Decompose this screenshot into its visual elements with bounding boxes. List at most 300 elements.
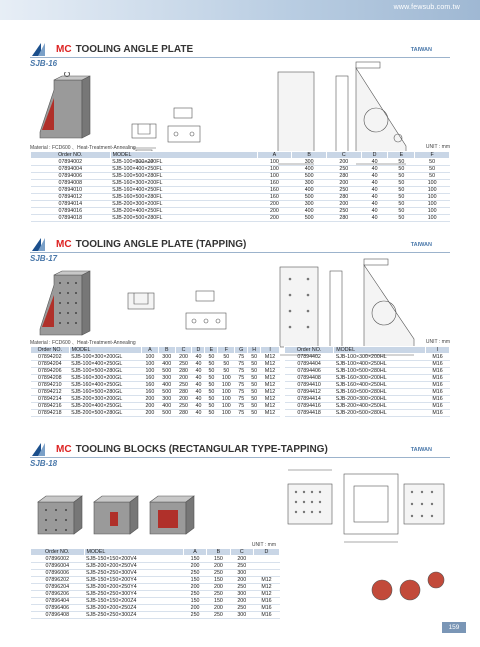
model-cell: SJB-200×500×280GL (69, 410, 141, 417)
column-header: Order NO. (285, 347, 334, 354)
order-number-cell: 07894004 (31, 166, 111, 173)
table-row (285, 354, 450, 361)
table-row (31, 368, 280, 375)
spec-cell: 100 (415, 187, 450, 194)
spec-cell: 50 (388, 201, 415, 208)
spec-table (30, 548, 280, 619)
spec-cell: 200 (207, 605, 230, 612)
spec-cell: 300 (292, 180, 327, 187)
spec-cell: M16 (426, 389, 450, 396)
spec-cell: 40 (361, 201, 388, 208)
spec-cell: 300 (230, 570, 253, 577)
spec-cell: M12 (261, 403, 280, 410)
column-header: MODEL (334, 347, 426, 354)
model-cell: SJB-150×150×200Y4 (84, 577, 183, 584)
model-cell: SJB-160×300×200FL (110, 180, 257, 187)
spec-cell: 250 (175, 361, 192, 368)
spec-cell: 50 (205, 361, 218, 368)
spec-cell: 50 (205, 410, 218, 417)
spec-cell: 500 (292, 173, 327, 180)
table-row (31, 577, 280, 584)
spec-cell: M16 (253, 598, 279, 605)
spec-table (30, 346, 280, 417)
spec-cell: 400 (158, 403, 175, 410)
spec-cell: 300 (292, 201, 327, 208)
spec-cell (253, 556, 279, 563)
table-row (31, 201, 450, 208)
spec-cell: 300 (230, 612, 253, 619)
order-number-cell: 07894008 (31, 180, 111, 187)
model-cell: SJB-100×300×200HL (334, 354, 426, 361)
model-cell: SJB-200×400×250HL (334, 403, 426, 410)
model-cell: SJB-200×500×280FL (110, 215, 257, 222)
spec-cell: 50 (248, 361, 261, 368)
material-note: Material : FCD600 、Heat-Treatment-Annealing (30, 145, 136, 151)
table-row (31, 584, 280, 591)
spec-cell: 200 (183, 563, 206, 570)
column-header: E (388, 152, 415, 159)
spec-cell: 100 (257, 166, 292, 173)
spec-cell: 200 (175, 375, 192, 382)
spec-cell: M16 (426, 361, 450, 368)
section-title: MC TOOLING ANGLE PLATE (56, 44, 194, 55)
spec-cell: 40 (192, 403, 205, 410)
model-cell: SJB-160×300×200HL (334, 375, 426, 382)
spec-cell: 100 (218, 389, 235, 396)
column-header: F (415, 152, 450, 159)
model-cell: SJB-100×300×200GL (69, 354, 141, 361)
order-number-cell: 07894210 (31, 382, 70, 389)
table-row (31, 563, 280, 570)
header-accent-icon (38, 43, 45, 56)
spec-cell: 100 (141, 361, 158, 368)
spec-cell: M12 (253, 577, 279, 584)
table-row (31, 389, 280, 396)
spec-cell: 400 (292, 187, 327, 194)
spec-cell: 100 (415, 194, 450, 201)
column-header: G (235, 347, 248, 354)
spec-cell: 50 (415, 159, 450, 166)
order-number-cell: 07894410 (285, 382, 334, 389)
spec-cell: 200 (207, 584, 230, 591)
spec-cell: 200 (257, 215, 292, 222)
spec-cell: 40 (361, 180, 388, 187)
spec-cell: 50 (205, 382, 218, 389)
column-header: MODEL (84, 549, 183, 556)
model-cell: SJB-100×400×250HL (334, 361, 426, 368)
column-header: A (183, 549, 206, 556)
table-row (285, 382, 450, 389)
order-number-cell: 07894208 (31, 375, 70, 382)
table-row (285, 375, 450, 382)
order-number-cell: 07894414 (285, 396, 334, 403)
spec-cell: 50 (415, 166, 450, 173)
spec-cell: M16 (426, 396, 450, 403)
order-number-cell: 07894402 (285, 354, 334, 361)
spec-cell: 250 (326, 166, 361, 173)
material-note: Material : FCD600 、Heat-Treatment-Annealing (30, 340, 136, 346)
model-cell: SJB-160×500×280HL (334, 389, 426, 396)
order-number-cell: 07896204 (31, 584, 85, 591)
order-number-cell: 07894404 (285, 361, 334, 368)
spec-cell: 100 (218, 375, 235, 382)
spec-cell: 250 (183, 612, 206, 619)
spec-cell: 75 (235, 382, 248, 389)
spec-cell: 280 (326, 194, 361, 201)
technical-drawing (370, 562, 450, 608)
spec-cell: M16 (426, 354, 450, 361)
spec-cell: M12 (253, 591, 279, 598)
spec-cell: 500 (158, 389, 175, 396)
spec-cell: 200 (257, 201, 292, 208)
spec-cell: M16 (253, 605, 279, 612)
order-number-cell: 07894412 (285, 389, 334, 396)
spec-cell: 100 (141, 354, 158, 361)
section-tooling-blocks (30, 442, 450, 622)
spec-cell: M16 (426, 410, 450, 417)
spec-cell: 300 (158, 375, 175, 382)
site-url[interactable]: www.fewsub.com.tw (393, 4, 460, 11)
spec-cell: 250 (183, 591, 206, 598)
spec-cell: 200 (257, 208, 292, 215)
table-header-row (285, 347, 450, 354)
column-header: H (248, 347, 261, 354)
product-photo (34, 490, 204, 538)
spec-table (30, 151, 450, 222)
table-row (285, 410, 450, 417)
spec-cell: 75 (235, 375, 248, 382)
spec-cell: 250 (175, 403, 192, 410)
spec-cell: 150 (183, 577, 206, 584)
section-header (30, 442, 450, 458)
section-title: MC TOOLING BLOCKS (RECTANGULAR TYPE-TAPPING) (56, 444, 328, 455)
spec-cell: 250 (326, 187, 361, 194)
spec-cell: M12 (261, 375, 280, 382)
spec-cell: 280 (326, 215, 361, 222)
spec-cell: 40 (192, 354, 205, 361)
spec-cell: 50 (388, 187, 415, 194)
table-row (31, 215, 450, 222)
spec-cell: 250 (230, 605, 253, 612)
country-label: TAIWAN (410, 447, 432, 453)
order-number-cell: 07894204 (31, 361, 70, 368)
order-number-cell: 07894012 (31, 194, 111, 201)
spec-cell: 500 (292, 215, 327, 222)
spec-cell: 200 (326, 201, 361, 208)
spec-cell: M12 (261, 389, 280, 396)
spec-cell: 200 (230, 598, 253, 605)
order-number-cell: 07894018 (31, 215, 111, 222)
model-cell: SJB-200×300×200GL (69, 396, 141, 403)
order-number-cell: 07894218 (31, 410, 70, 417)
product-code: SJB-17 (30, 254, 58, 263)
order-number-cell: 07896202 (31, 577, 85, 584)
model-cell: SJB-200×200×250Z4 (84, 605, 183, 612)
spec-cell: 400 (158, 361, 175, 368)
spec-cell: 50 (218, 354, 235, 361)
spec-cell: 50 (248, 396, 261, 403)
column-header: I (426, 347, 450, 354)
column-header: D (361, 152, 388, 159)
table-row (31, 556, 280, 563)
spec-cell: M12 (253, 584, 279, 591)
spec-cell: M16 (253, 612, 279, 619)
spec-cell: 200 (175, 354, 192, 361)
model-cell: SJB-200×300×200FL (110, 201, 257, 208)
table-row (285, 403, 450, 410)
spec-cell: 50 (388, 194, 415, 201)
spec-cell: 100 (257, 173, 292, 180)
model-cell: SJB-200×500×280HL (334, 410, 426, 417)
model-cell: SJB-160×500×280FL (110, 194, 257, 201)
header-accent-icon (38, 238, 45, 251)
table-row (31, 410, 280, 417)
table-row (31, 375, 280, 382)
spec-cell: 50 (218, 368, 235, 375)
model-cell: SJB-100×500×280HL (334, 368, 426, 375)
table-row (31, 598, 280, 605)
spec-cell: 400 (292, 208, 327, 215)
spec-cell: 100 (141, 368, 158, 375)
spec-cell: 500 (158, 368, 175, 375)
column-header: Order NO. (31, 549, 85, 556)
model-cell: SJB-200×400×250GL (69, 403, 141, 410)
spec-cell: 75 (235, 368, 248, 375)
spec-cell: 100 (218, 396, 235, 403)
column-header: MODEL (69, 347, 141, 354)
table-row (31, 208, 450, 215)
spec-cell: 40 (192, 389, 205, 396)
spec-cell: 40 (361, 208, 388, 215)
table-row (31, 382, 280, 389)
spec-cell: 160 (141, 382, 158, 389)
spec-cell: 40 (192, 361, 205, 368)
spec-cell: 300 (292, 159, 327, 166)
spec-cell: 200 (183, 584, 206, 591)
table-row (31, 591, 280, 598)
spec-cell: 50 (205, 368, 218, 375)
spec-cell: 50 (205, 354, 218, 361)
column-header: D (192, 347, 205, 354)
spec-cell: M16 (426, 375, 450, 382)
spec-cell: 280 (175, 368, 192, 375)
spec-cell: 100 (415, 208, 450, 215)
spec-cell: 50 (388, 215, 415, 222)
spec-cell: 50 (388, 159, 415, 166)
order-number-cell: 07896408 (31, 612, 85, 619)
spec-cell: 75 (235, 354, 248, 361)
section-angle-plate (30, 42, 450, 232)
spec-cell: M16 (426, 382, 450, 389)
spec-cell: 200 (141, 403, 158, 410)
unit-label: UNIT : mm (251, 542, 276, 548)
table-row (31, 159, 450, 166)
spec-cell: 250 (326, 208, 361, 215)
spec-cell: M16 (426, 368, 450, 375)
spec-cell: 160 (257, 194, 292, 201)
spec-cell: 250 (207, 612, 230, 619)
spec-cell: 50 (248, 368, 261, 375)
table-row (285, 389, 450, 396)
model-cell: SJB-100×300×200FL (110, 159, 257, 166)
spec-cell: 50 (248, 375, 261, 382)
spec-cell: 250 (175, 382, 192, 389)
column-header: B (207, 549, 230, 556)
model-cell: SJB-100×500×280FL (110, 173, 257, 180)
model-cell: SJB-160×300×200GL (69, 375, 141, 382)
spec-cell: 150 (207, 556, 230, 563)
spec-cell: M12 (261, 396, 280, 403)
order-number-cell: 07896406 (31, 605, 85, 612)
order-number-cell: 07894216 (31, 403, 70, 410)
model-cell: SJB-250×250×300V4 (84, 570, 183, 577)
spec-cell: 50 (388, 173, 415, 180)
order-number-cell: 07896404 (31, 598, 85, 605)
column-header: F (218, 347, 235, 354)
model-cell: SJB-150×150×200V4 (84, 556, 183, 563)
order-number-cell: 07896006 (31, 570, 85, 577)
spec-cell: 200 (230, 556, 253, 563)
spec-cell: 150 (183, 598, 206, 605)
spec-cell: 75 (235, 361, 248, 368)
top-banner (0, 0, 480, 20)
spec-cell: 160 (257, 187, 292, 194)
spec-cell: 75 (235, 389, 248, 396)
spec-cell: 40 (361, 194, 388, 201)
column-header: E (205, 347, 218, 354)
model-cell: SJB-250×250×300Y4 (84, 591, 183, 598)
spec-cell: M12 (261, 368, 280, 375)
table-row (31, 180, 450, 187)
model-cell: SJB-160×500×280GL (69, 389, 141, 396)
spec-cell: 250 (183, 570, 206, 577)
section-title: MC TOOLING ANGLE PLATE (TAPPING) (56, 239, 247, 250)
spec-cell: 280 (175, 410, 192, 417)
section-header (30, 237, 450, 253)
order-number-cell: 07894006 (31, 173, 111, 180)
model-cell: SJB-100×500×280GL (69, 368, 141, 375)
order-number-cell: 07894214 (31, 396, 70, 403)
product-photo (34, 72, 104, 144)
spec-cell: M12 (261, 361, 280, 368)
spec-cell: 50 (205, 396, 218, 403)
column-header: C (175, 347, 192, 354)
spec-cell: 100 (257, 159, 292, 166)
technical-drawing (266, 462, 450, 558)
table-row (31, 396, 280, 403)
spec-cell: 500 (292, 194, 327, 201)
spec-cell: 40 (361, 187, 388, 194)
column-header: C (230, 549, 253, 556)
spec-cell: 50 (248, 382, 261, 389)
spec-cell: 75 (235, 403, 248, 410)
country-label: TAIWAN (410, 242, 432, 248)
spec-cell: 250 (207, 591, 230, 598)
spec-cell: 100 (415, 180, 450, 187)
order-number-cell: 07894416 (285, 403, 334, 410)
spec-cell: 50 (388, 208, 415, 215)
model-cell: SJB-160×400×250GL (69, 382, 141, 389)
spec-cell: 160 (141, 389, 158, 396)
table-row (31, 361, 280, 368)
spec-cell: 100 (415, 201, 450, 208)
table-row (285, 361, 450, 368)
table-header-row (31, 347, 280, 354)
order-number-cell: 07896002 (31, 556, 85, 563)
spec-cell: M16 (426, 403, 450, 410)
column-header: MODEL (110, 152, 257, 159)
spec-cell: 200 (230, 577, 253, 584)
table-row (31, 194, 450, 201)
spec-cell: M12 (261, 354, 280, 361)
spec-cell: 200 (141, 396, 158, 403)
spec-cell: 50 (248, 403, 261, 410)
order-number-cell: 07894016 (31, 208, 111, 215)
column-header: Order NO. (31, 152, 111, 159)
table-header-row (31, 549, 280, 556)
spec-cell: 75 (235, 410, 248, 417)
table-row (31, 570, 280, 577)
spec-cell: 50 (248, 389, 261, 396)
model-cell: SJB-200×200×250V4 (84, 563, 183, 570)
order-number-cell: 07894206 (31, 368, 70, 375)
column-header: Order NO. (31, 347, 70, 354)
spec-cell: 160 (141, 375, 158, 382)
spec-cell: M12 (261, 410, 280, 417)
order-number-cell: 07894002 (31, 159, 111, 166)
model-cell: SJB-200×300×200HL (334, 396, 426, 403)
order-number-cell: 07896004 (31, 563, 85, 570)
spec-cell: 40 (192, 396, 205, 403)
spec-cell: 50 (415, 173, 450, 180)
spec-cell: 300 (230, 591, 253, 598)
spec-cell: 100 (218, 382, 235, 389)
product-photo (34, 267, 104, 341)
table-row (31, 187, 450, 194)
spec-cell: 280 (175, 389, 192, 396)
spec-cell: 75 (235, 396, 248, 403)
spec-cell: 150 (207, 598, 230, 605)
spec-cell: 250 (207, 570, 230, 577)
country-label: TAIWAN (410, 47, 432, 53)
product-code: SJB-18 (30, 459, 58, 468)
column-header: B (158, 347, 175, 354)
spec-table-m16 (284, 346, 450, 417)
column-header: A (141, 347, 158, 354)
spec-cell: 300 (158, 354, 175, 361)
spec-cell: 200 (207, 563, 230, 570)
spec-cell: 250 (230, 584, 253, 591)
spec-cell: 100 (218, 410, 235, 417)
order-number-cell: 07894406 (285, 368, 334, 375)
order-number-cell: 07894212 (31, 389, 70, 396)
table-row (285, 368, 450, 375)
header-accent-icon (38, 443, 45, 456)
model-cell: SJB-100×400×250FL (110, 166, 257, 173)
spec-cell: 50 (248, 410, 261, 417)
column-header: B (292, 152, 327, 159)
column-header: I (261, 347, 280, 354)
product-code: SJB-16 (30, 59, 58, 68)
unit-label: UNIT : mm (425, 144, 450, 150)
spec-cell: 40 (192, 410, 205, 417)
unit-label: UNIT : mm (425, 339, 450, 345)
table-row (31, 605, 280, 612)
page-number: 159 (442, 622, 466, 633)
model-cell: SJB-250×250×300Z4 (84, 612, 183, 619)
spec-cell: 50 (218, 361, 235, 368)
column-header: C (326, 152, 361, 159)
